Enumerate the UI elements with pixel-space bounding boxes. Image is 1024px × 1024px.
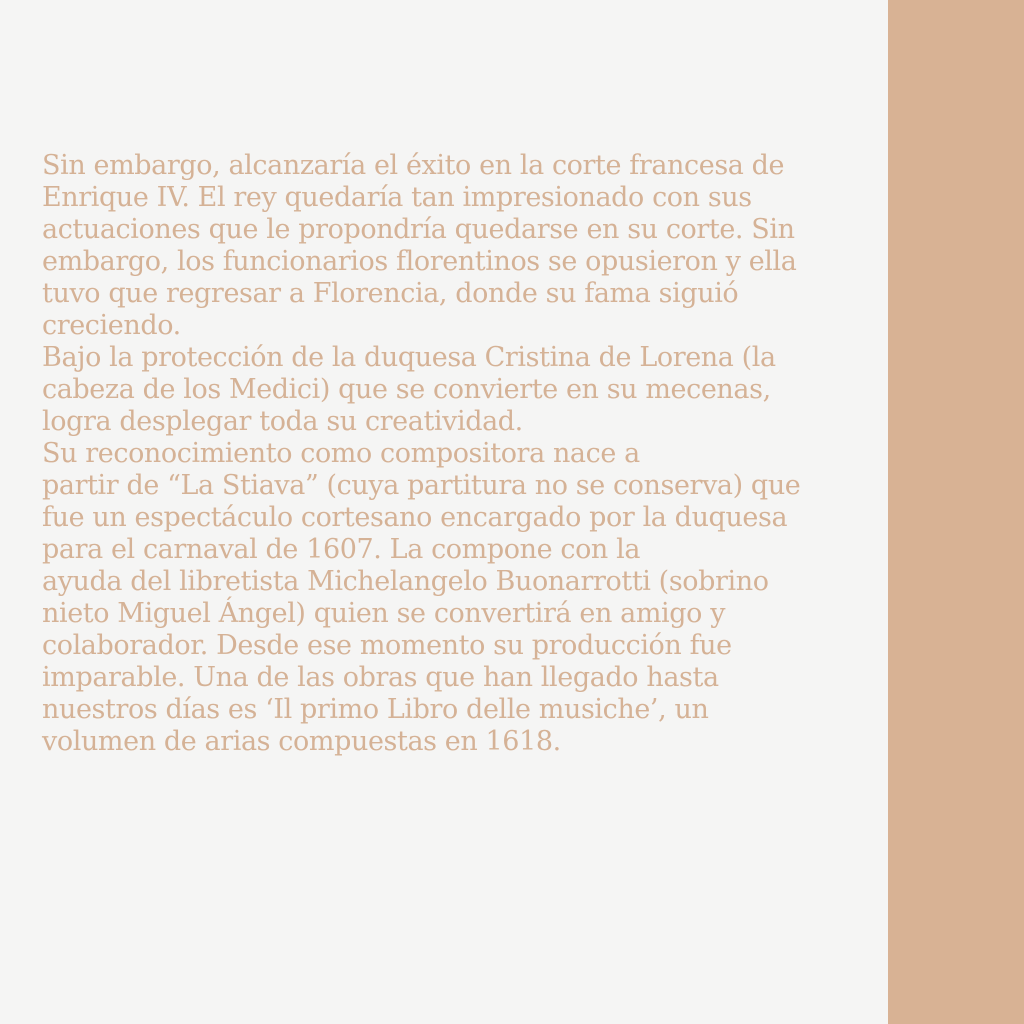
text-line: ayuda del libretista Michelangelo Buonarrotti (sobrino [42,566,769,597]
text-line: tuvo que regresar a Florencia, donde su fama siguió [42,278,739,309]
text-line: fue un espectáculo cortesano encargado por la duquesa [42,502,788,533]
text-line: Enrique IV. El rey quedaría tan impresionado con sus [42,182,752,213]
text-line: para el carnaval de 1607. La compone con la [42,534,641,565]
text-line: nieto Miguel Ángel) quien se convertirá en amigo y [42,598,726,629]
text-line: actuaciones que le propondría quedarse en su corte. Sin [42,214,795,245]
text-line: logra desplegar toda su creatividad. [42,406,523,437]
text-line: Sin embargo, alcanzaría el éxito en la corte francesa de [42,150,785,181]
text-line: nuestros días es ‘Il primo Libro delle musiche’, un [42,694,709,725]
text-line: volumen de arias compuestas en 1618. [42,726,561,757]
body-text [42,150,882,758]
text-line: Bajo la protección de la duquesa Cristina de Lorena (la [42,342,776,373]
text-line: colaborador. Desde ese momento su producción fue [42,630,732,661]
text-line: cabeza de los Medici) que se convierte en su mecenas, [42,374,771,405]
side-color-band [888,0,1024,1024]
text-line: imparable. Una de las obras que han llegado hasta [42,662,719,693]
text-line: Su reconocimiento como compositora nace a [42,438,640,469]
text-line: partir de “La Stiava” (cuya partitura no se conserva) que [42,470,801,501]
text-line: creciendo. [42,310,181,341]
text-line: embargo, los funcionarios florentinos se opusieron y ella [42,246,797,277]
